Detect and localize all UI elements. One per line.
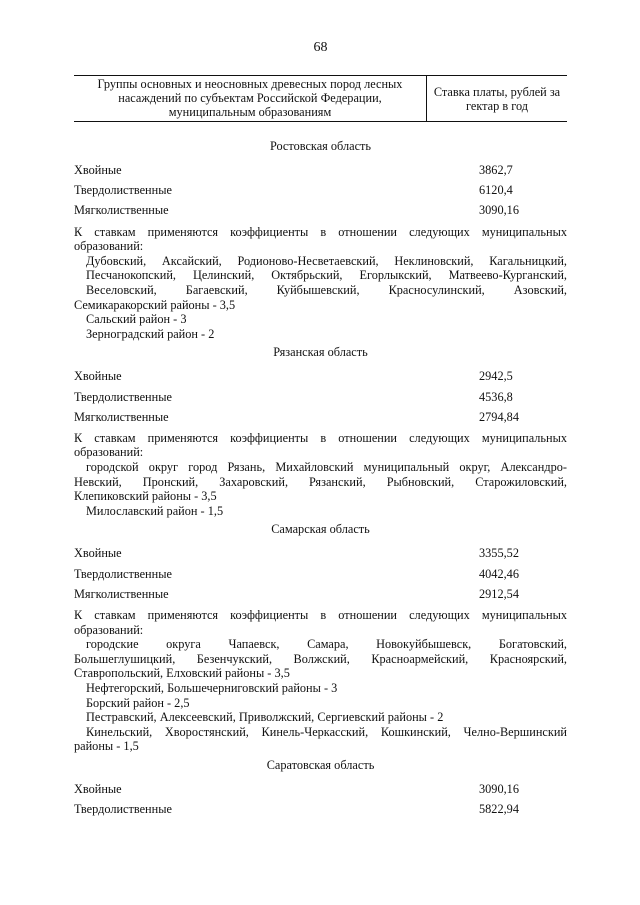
coefficient-line: Невский, Пронский, Захаровский, Рязанский, Рыбновский, Старожиловский, (74, 474, 567, 489)
coefficient-line: районы - 1,5 (74, 739, 139, 754)
rate-name: Хвойные (74, 781, 122, 796)
table-header (74, 75, 567, 122)
coefficient-block (74, 225, 567, 342)
rate-name: Хвойные (74, 546, 122, 561)
coefficient-line: городской округ город Рязань, Михайловский муниципальный округ, Александро- (86, 460, 567, 475)
rate-value: 4042,46 (479, 566, 519, 581)
rate-value: 2794,84 (479, 409, 519, 424)
rate-row (74, 587, 567, 607)
coefficient-line: Борский район - 2,5 (86, 695, 190, 710)
rate-value: 2942,5 (479, 369, 513, 384)
rate-name: Мягколиственные (74, 203, 169, 218)
coefficient-intro: К ставкам применяются коэффициенты в отношении следующих муниципальных образований: (74, 430, 567, 460)
coefficient-line: Большеглушицкий, Безенчукский, Волжский, Красноармейский, Красноярский, (74, 651, 567, 666)
rate-name: Твердолиственные (74, 389, 172, 404)
coefficient-line: Зерноградский район - 2 (86, 326, 215, 341)
coefficient-line: городские округа Чапаевск, Самара, Новокуйбышевск, Богатовский, (86, 637, 567, 652)
coefficient-block (74, 608, 567, 754)
rate-value: 3090,16 (479, 203, 519, 218)
rate-row (74, 203, 567, 223)
coefficient-line: Ставропольский, Елховский районы - 3,5 (74, 666, 290, 681)
rate-value: 6120,4 (479, 183, 513, 198)
region-title: Саратовская область (266, 757, 375, 772)
coefficient-line: Веселовский, Багаевский, Куйбышевский, Красносулинский, Азовский, (86, 282, 567, 297)
coefficient-line: Дубовский, Аксайский, Родионово-Несветаевский, Неклиновский, Кагальницкий, (86, 253, 567, 268)
coefficient-line: Семикаракорский районы - 3,5 (74, 297, 236, 312)
coefficient-line: Милославский район - 1,5 (86, 503, 224, 518)
rate-row (74, 567, 567, 587)
rate-value: 4536,8 (479, 389, 513, 404)
coefficient-intro: К ставкам применяются коэффициенты в отношении следующих муниципальных образований: (74, 608, 567, 637)
region-title: Самарская область (271, 522, 370, 537)
rate-row (74, 369, 567, 389)
rate-name: Твердолиственные (74, 566, 172, 581)
rate-row (74, 163, 567, 183)
coefficient-intro: К ставкам применяются коэффициенты в отношении следующих муниципальных образований: (74, 224, 567, 254)
rate-value: 2912,54 (479, 586, 519, 601)
rate-value: 3090,16 (479, 781, 519, 796)
rate-name: Мягколиственные (74, 586, 169, 601)
coefficient-line: Нефтегорский, Большечерниговский районы - 3 (86, 680, 338, 695)
coefficient-line: Клепиковский районы - 3,5 (74, 489, 217, 504)
coefficient-line: Пестравский, Алексеевский, Приволжский, Сергиевский районы - 2 (86, 710, 444, 725)
rate-row (74, 802, 567, 822)
document-content (74, 139, 567, 822)
column-header-groups: Группы основных и неосновных древесных пород лесных насаждений по субъектам Российской Федерации, муниципальным образованиям (74, 76, 427, 121)
rate-value: 3862,7 (479, 163, 513, 177)
rate-row (74, 546, 567, 566)
coefficient-line: Кинельский, Хворостянский, Кинель-Черкасский, Кошкинский, Челно-Вершинский (86, 724, 567, 739)
rate-name: Мягколиственные (74, 409, 169, 424)
region-title: Рязанская область (273, 345, 368, 360)
rate-row (74, 390, 567, 410)
rate-row (74, 183, 567, 203)
rate-name: Твердолиственные (74, 802, 172, 817)
coefficient-block (74, 431, 567, 519)
rate-name: Хвойные (74, 369, 122, 384)
rate-value: 3355,52 (479, 546, 519, 561)
column-header-rate: Ставка платы, рублей за гектар в год (433, 85, 561, 113)
coefficient-line: Сальский район - 3 (86, 312, 187, 327)
rate-name: Хвойные (74, 163, 122, 177)
coefficient-line: Песчанокопский, Целинский, Октябрьский, Егорлыкский, Матвеево-Курганский, (86, 268, 567, 283)
region-title: Ростовская область (269, 139, 372, 153)
rate-row (74, 782, 567, 802)
rate-value: 5822,94 (479, 802, 519, 817)
rate-row (74, 410, 567, 430)
rate-name: Твердолиственные (74, 183, 172, 198)
page-number: 68 (313, 40, 328, 55)
